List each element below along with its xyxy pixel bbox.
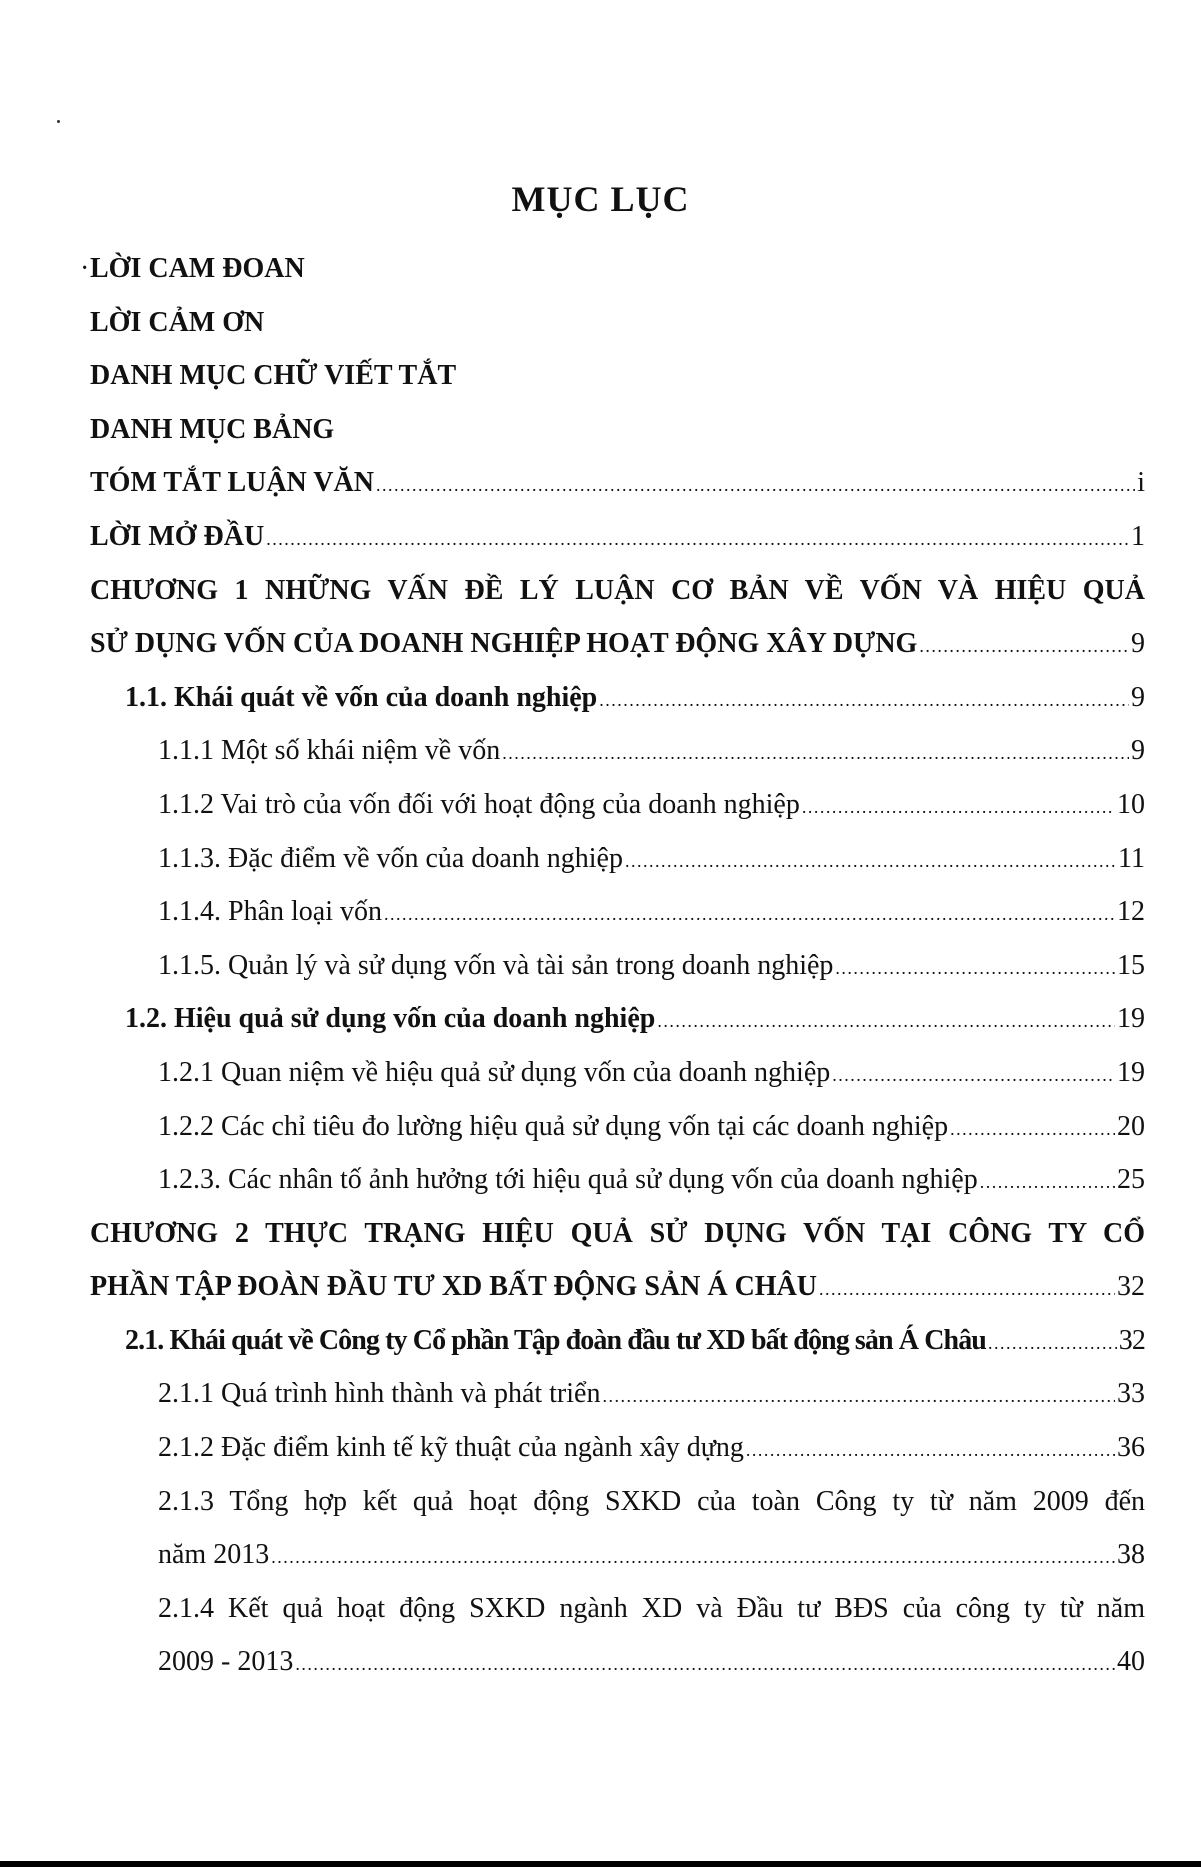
dot-leader	[919, 620, 1129, 674]
toc-entry-label: 1.2.1 Quan niệm về hiệu quả sử dụng vốn của doanh nghiệp	[158, 1056, 831, 1088]
scan-bottom-edge	[0, 1861, 1201, 1867]
toc-entry-label: 1.2. Hiệu quả sử dụng vốn của doanh nghiệp	[125, 1003, 656, 1035]
toc-page-number: 19	[1117, 1056, 1145, 1088]
toc-entry-introduction[interactable]	[90, 510, 1145, 564]
dot-leader	[376, 459, 1135, 513]
toc-entry-label: 1.1.2 Vai trò của vốn đối với hoạt động của doanh nghiệp	[158, 788, 800, 820]
toc-entry-list-of-tables[interactable]	[90, 403, 1145, 457]
toc-entry-label: CHƯƠNG 2 THỰC TRẠNG HIỆU QUẢ SỬ DỤNG VỐN TẠI CÔNG TY CỔ	[90, 1217, 1145, 1249]
dot-leader	[271, 1531, 1115, 1585]
table-of-contents	[80, 242, 1145, 1689]
toc-entry-label: 1.1.4. Phân loại vốn	[158, 896, 382, 928]
toc-entry-label: 2009 - 2013	[158, 1646, 294, 1678]
toc-entry-1-1-5[interactable]	[90, 939, 1145, 993]
toc-page-number: 15	[1117, 949, 1145, 981]
toc-entry-1-2-1[interactable]	[90, 1046, 1145, 1100]
toc-page-number: 10	[1117, 788, 1145, 820]
toc-entry-chapter-1-line-2[interactable]	[90, 617, 1145, 671]
dot-leader	[599, 674, 1129, 728]
toc-entry-label: 1.1.1 Một số khái niệm về vốn	[158, 735, 501, 767]
toc-entry-abbreviations[interactable]	[90, 349, 1145, 403]
toc-entry-label: PHẦN TẬP ĐOÀN ĐẦU TƯ XD BẤT ĐỘNG SẢN Á CHÂU	[90, 1271, 818, 1303]
toc-entry-label: DANH MỤC CHỮ VIẾT TẮT	[90, 360, 457, 392]
toc-page-number: 9	[1131, 735, 1145, 767]
dot-leader	[384, 888, 1115, 942]
page-title: MỤC LỤC	[511, 179, 690, 219]
toc-page-number: 9	[1131, 628, 1145, 660]
toc-page-number: 9	[1131, 681, 1145, 713]
toc-entry-chapter-2-line-1[interactable]	[90, 1207, 1145, 1261]
toc-entry-label: 2.1. Khái quát về Công ty Cổ phần Tập đoàn đầu tư XD bất động sản Á Châu	[125, 1324, 986, 1356]
toc-entry-loi-cam-doan[interactable]	[80, 242, 1145, 296]
toc-entry-loi-cam-on[interactable]	[90, 296, 1145, 350]
toc-entry-2-1[interactable]	[90, 1314, 1145, 1368]
toc-page-number: 25	[1117, 1164, 1145, 1196]
dot-leader	[832, 1049, 1115, 1103]
toc-entry-1-1-3[interactable]	[90, 832, 1145, 886]
toc-entry-label: 1.1.3. Đặc điểm về vốn của doanh nghiệp	[158, 842, 623, 874]
dot-leader	[802, 781, 1115, 835]
toc-page-number: 32	[1118, 1324, 1145, 1356]
toc-entry-label: 1.1.5. Quản lý và sử dụng vốn và tài sản trong doanh nghiệp	[158, 949, 834, 981]
scan-mark: ·	[80, 253, 90, 284]
toc-entry-label: 1.2.3. Các nhân tố ảnh hưởng tới hiệu quả sử dụng vốn của doanh nghiệp	[158, 1164, 978, 1196]
toc-entry-thesis-summary[interactable]	[90, 456, 1145, 510]
toc-entry-chapter-1-line-1[interactable]	[90, 564, 1145, 618]
toc-entry-1-1-1[interactable]	[90, 724, 1145, 778]
toc-page-number: 11	[1118, 842, 1145, 874]
toc-entry-2-1-3-line-1[interactable]	[90, 1475, 1145, 1529]
toc-entry-1-2-2[interactable]	[90, 1100, 1145, 1154]
toc-entry-chapter-2-line-2[interactable]	[90, 1260, 1145, 1314]
dot-leader	[980, 1156, 1115, 1210]
toc-entry-1-2-3[interactable]	[90, 1153, 1145, 1207]
toc-entry-label: DANH MỤC BẢNG	[90, 413, 335, 445]
toc-entry-1-1-4[interactable]	[90, 885, 1145, 939]
toc-page-number: i	[1137, 467, 1145, 499]
dot-leader	[819, 1263, 1115, 1317]
toc-page-number: 19	[1117, 1003, 1145, 1035]
toc-entry-label: 1.1. Khái quát về vốn của doanh nghiệp	[125, 681, 598, 713]
toc-entry-label: 2.1.3 Tổng hợp kết quả hoạt động SXKD của toàn Công ty từ năm 2009 đến	[158, 1485, 1145, 1517]
dot-leader	[835, 942, 1115, 996]
toc-entry-label: TÓM TẮT LUẬN VĂN	[90, 467, 374, 499]
dot-leader	[602, 1370, 1115, 1424]
toc-page-number: 32	[1117, 1271, 1145, 1303]
dot-leader	[295, 1638, 1115, 1692]
toc-entry-2-1-2[interactable]	[90, 1421, 1145, 1475]
toc-entry-label: LỜI MỞ ĐẦU	[90, 520, 265, 552]
dot-leader	[746, 1424, 1115, 1478]
toc-page-number: 33	[1117, 1378, 1145, 1410]
toc-entry-label: SỬ DỤNG VỐN CỦA DOANH NGHIỆP HOẠT ĐỘNG XÂY DỰNG	[90, 628, 918, 660]
toc-entry-label: 1.2.2 Các chỉ tiêu đo lường hiệu quả sử dụng vốn tại các doanh nghiệp	[158, 1110, 949, 1142]
toc-page-number: 12	[1117, 896, 1145, 928]
toc-page-number: 40	[1117, 1646, 1145, 1678]
toc-entry-label: LỜI CẢM ƠN	[90, 306, 265, 338]
toc-entry-2-1-1[interactable]	[90, 1367, 1145, 1421]
toc-page-number: 1	[1131, 520, 1145, 552]
toc-page-number: 36	[1117, 1432, 1145, 1464]
dot-leader	[625, 835, 1116, 889]
scan-speck	[57, 120, 60, 123]
toc-entry-2-1-4-line-1[interactable]	[90, 1582, 1145, 1636]
dot-leader	[266, 513, 1129, 567]
toc-entry-2-1-3-line-2[interactable]	[90, 1528, 1145, 1582]
toc-entry-1-2[interactable]	[90, 992, 1145, 1046]
toc-page-number: 38	[1117, 1539, 1145, 1571]
toc-entry-label: 2.1.2 Đặc điểm kinh tế kỹ thuật của ngành xây dựng	[158, 1432, 744, 1464]
dot-leader	[950, 1103, 1115, 1157]
toc-entry-label: 2.1.4 Kết quả hoạt động SXKD ngành XD và Đầu tư BĐS của công ty từ năm	[158, 1592, 1145, 1624]
toc-entry-label: 2.1.1 Quá trình hình thành và phát triển	[158, 1378, 601, 1410]
toc-page-number: 20	[1117, 1110, 1145, 1142]
toc-entry-label: năm 2013	[158, 1539, 270, 1571]
dot-leader	[502, 727, 1129, 781]
dot-leader	[657, 995, 1115, 1049]
toc-entry-1-1[interactable]	[90, 671, 1145, 725]
toc-entry-1-1-2[interactable]	[90, 778, 1145, 832]
toc-entry-label: CHƯƠNG 1 NHỮNG VẤN ĐỀ LÝ LUẬN CƠ BẢN VỀ VỐN VÀ HIỆU QUẢ	[90, 574, 1145, 606]
toc-entry-2-1-4-line-2[interactable]	[90, 1635, 1145, 1689]
dot-leader	[988, 1317, 1117, 1371]
toc-entry-label: LỜI CAM ĐOAN	[90, 253, 305, 284]
